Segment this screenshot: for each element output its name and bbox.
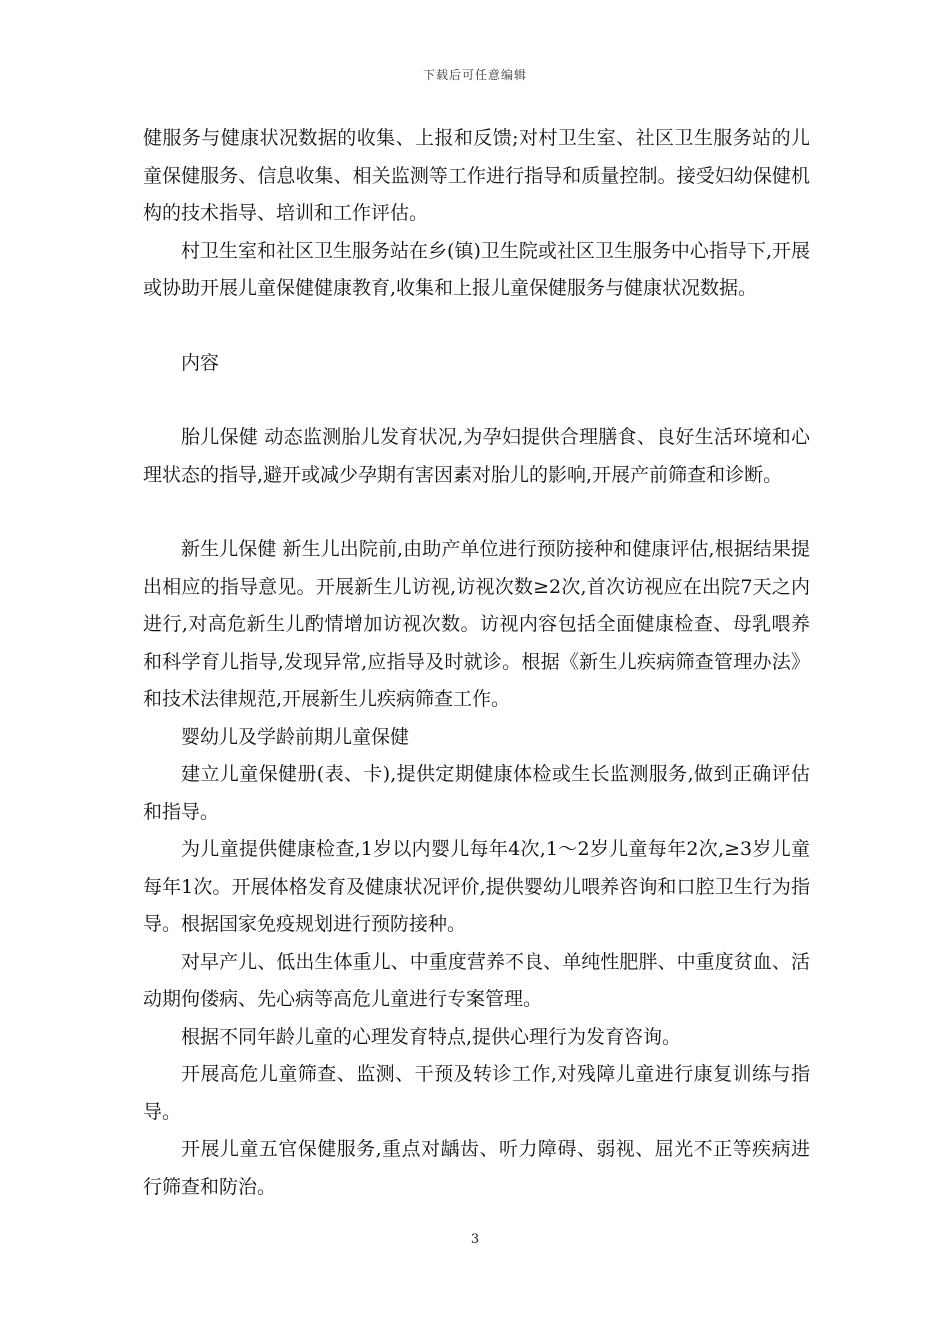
paragraph-1: 健服务与健康状况数据的收集、上报和反馈;对村卫生室、社区卫生服务站的儿童保健服务、信息收集、相关监测等工作进行指导和质量控制。接受妇幼保健机构的技术指导、培训和工作评估。 <box>143 127 810 224</box>
paragraph-psych: 根据不同年龄儿童的心理发育特点,提供心理行为发育咨询。 <box>181 1025 682 1048</box>
document-body <box>143 120 810 1206</box>
paragraph-screening: 开展高危儿童筛查、监测、干预及转诊工作,对残障儿童进行康复训练与指导。 <box>143 1063 810 1123</box>
paragraph-2: 村卫生室和社区卫生服务站在乡(镇)卫生院或社区卫生服务中心指导下,开展或协助开展儿童保健健康教育,收集和上报儿童保健服务与健康状况数据。 <box>143 239 810 299</box>
page-header: 下载后可任意编辑 <box>422 68 527 82</box>
section-heading-content: 内容 <box>181 351 220 374</box>
paragraph-ent: 开展儿童五官保健服务,重点对龋齿、听力障碍、弱视、屈光不正等疾病进行筛查和防治。 <box>143 1138 810 1198</box>
paragraph-high-risk: 对早产儿、低出生体重儿、中重度营养不良、单纯性肥胖、中重度贫血、活动期佝偻病、先心病等高危儿童进行专案管理。 <box>143 950 810 1010</box>
paragraph-fetal-care: 胎儿保健 动态监测胎儿发育状况,为孕妇提供合理膳食、良好生活环境和心理状态的指导,避开或减少孕期有害因素对胎儿的影响,开展产前筛查和诊断。 <box>143 426 810 486</box>
paragraph-health-checks: 为儿童提供健康检查,1岁以内婴儿每年4次,1～2岁儿童每年2次,≥3岁儿童每年1次。开展体格发育及健康状况评价,提供婴幼儿喂养咨询和口腔卫生行为指导。根据国家免疫规划进行预防接种。 <box>143 838 810 935</box>
paragraph-health-booklet: 建立儿童保健册(表、卡),提供定期健康体检或生长监测服务,做到正确评估和指导。 <box>143 763 810 823</box>
page-number: 3 <box>470 1232 480 1247</box>
section-heading-infant-care: 婴幼儿及学龄前期儿童保健 <box>181 725 410 748</box>
paragraph-newborn-care: 新生儿保健 新生儿出院前,由助产单位进行预防接种和健康评估,根据结果提出相应的指导意见。开展新生儿访视,访视次数≥2次,首次访视应在出院7天之内进行,对高危新生儿酌情增加访视次数。访视内容包括全面健康检查、母乳喂养和科学育儿指导,发现异常,应指导及时就诊。根据《新生儿疾病筛查管理办法》和技术法律规范,开展新生儿疾病筛查工作。 <box>143 538 810 710</box>
